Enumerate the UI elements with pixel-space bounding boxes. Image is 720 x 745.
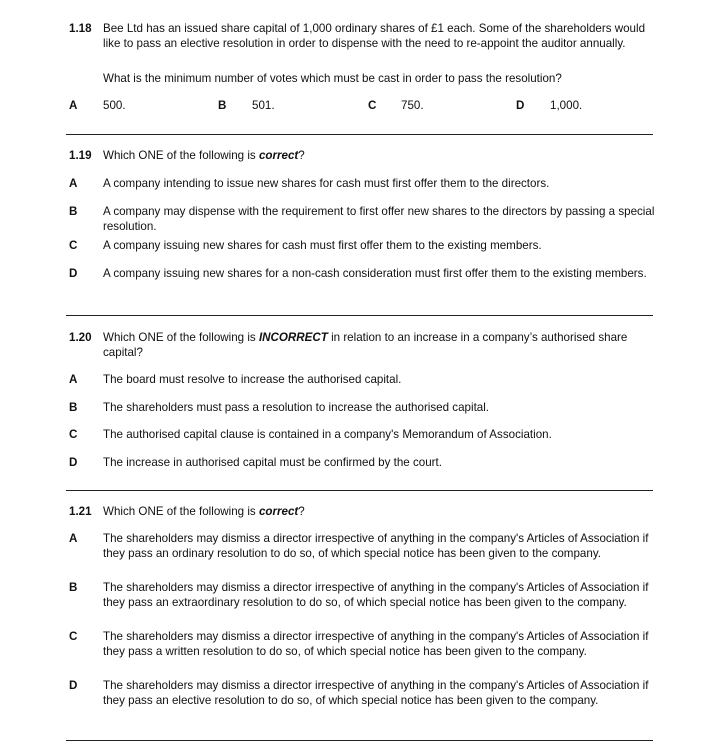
question-number: 1.21 bbox=[69, 505, 92, 518]
section-divider bbox=[66, 490, 653, 491]
option-text-b: A company may dispense with the requirement to first offer new shares to the directors by passing a special resolution. bbox=[103, 205, 655, 233]
option-text-a: A company intending to issue new shares for cash must first offer them to the directors. bbox=[103, 177, 550, 190]
option-text-d: The shareholders may dismiss a director irrespective of anything in the company's Articles of Association if they pass an elective resolution to do so, of which special notice has been given to the company. bbox=[103, 679, 649, 707]
option-letter-a: A bbox=[69, 532, 78, 545]
question-subtext: What is the minimum number of votes which must be cast in order to pass the resolution? bbox=[103, 72, 562, 85]
option-text-a: 500. bbox=[103, 99, 126, 112]
option-text-c: A company issuing new shares for cash must first offer them to the existing members. bbox=[103, 239, 542, 252]
question-emphasis: correct bbox=[258, 505, 299, 518]
option-text-c: The authorised capital clause is contained in a company's Memorandum of Association. bbox=[103, 428, 552, 441]
option-letter-b: B bbox=[69, 581, 78, 594]
option-letter-d: D bbox=[69, 267, 78, 280]
question-emphasis: correct bbox=[258, 149, 299, 162]
question-text: Which ONE of the following is INCORRECT in relation to an increase in a company’s authorised share capital? bbox=[103, 331, 628, 359]
option-letter-c: C bbox=[69, 630, 78, 643]
question-text: Bee Ltd has an issued share capital of 1,000 ordinary shares of £1 each. Some of the shareholders would like to pass an elective resolution in order to dispense with the need to re-appoint the auditor annually. bbox=[103, 22, 646, 50]
option-text-d: 1,000. bbox=[550, 99, 583, 112]
question-number: 1.20 bbox=[69, 331, 92, 344]
option-text-c: The shareholders may dismiss a director irrespective of anything in the company's Articles of Association if they pass a written resolution to do so, of which special notice has been given to the company. bbox=[103, 630, 649, 658]
option-text-b: The shareholders must pass a resolution to increase the authorised capital. bbox=[103, 401, 490, 414]
option-text-b: 501. bbox=[252, 99, 275, 112]
question-emphasis: INCORRECT bbox=[258, 331, 328, 344]
section-divider bbox=[66, 315, 653, 316]
option-letter-c: C bbox=[69, 428, 78, 441]
option-letter-d: D bbox=[69, 679, 78, 692]
question-text: Which ONE of the following is correct? bbox=[103, 505, 305, 518]
option-letter-c: C bbox=[69, 239, 78, 252]
option-letter-b: B bbox=[69, 205, 78, 218]
question-text: Which ONE of the following is correct? bbox=[103, 149, 305, 162]
option-letter-c: C bbox=[368, 99, 377, 112]
option-text-a: The shareholders may dismiss a director irrespective of anything in the company's Articles of Association if they pass an ordinary resolution to do so, of which special notice has been given to the company. bbox=[103, 532, 649, 560]
question-number: 1.18 bbox=[69, 22, 92, 35]
option-letter-b: B bbox=[69, 401, 78, 414]
option-text-d: The increase in authorised capital must be confirmed by the court. bbox=[103, 456, 442, 469]
option-letter-d: D bbox=[69, 456, 78, 469]
option-text-c: 750. bbox=[401, 99, 424, 112]
section-divider bbox=[66, 134, 653, 135]
option-letter-d: D bbox=[516, 99, 525, 112]
question-number: 1.19 bbox=[69, 149, 92, 162]
option-letter-a: A bbox=[69, 373, 78, 386]
option-letter-b: B bbox=[218, 99, 227, 112]
option-letter-a: A bbox=[69, 177, 78, 190]
option-text-d: A company issuing new shares for a non-cash consideration must first offer them to the existing members. bbox=[103, 267, 647, 280]
section-divider bbox=[66, 740, 653, 741]
option-letter-a: A bbox=[69, 99, 78, 112]
option-text-b: The shareholders may dismiss a director irrespective of anything in the company's Articles of Association if they pass an extraordinary resolution to do so, of which special notice has been given to the company. bbox=[103, 581, 649, 609]
option-text-a: The board must resolve to increase the authorised capital. bbox=[103, 373, 402, 386]
